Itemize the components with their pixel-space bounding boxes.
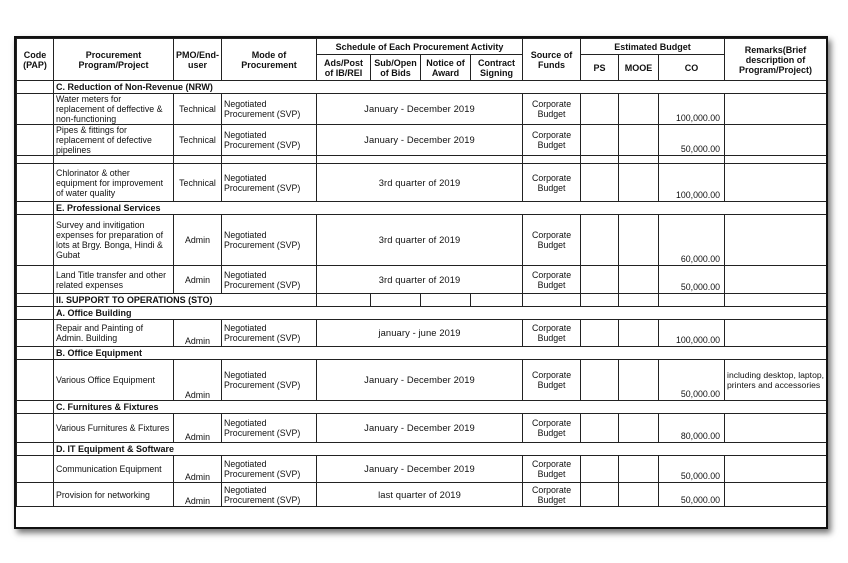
- remarks-cell: [725, 320, 827, 347]
- source-cell: Corporate Budget: [523, 483, 581, 507]
- remarks-cell: including desktop, laptop, printers and accessories: [725, 360, 827, 401]
- schedule-cell: January - December 2019: [317, 125, 523, 156]
- section-title: E. Professional Services: [54, 202, 827, 215]
- table-row: [17, 215, 827, 266]
- section-row: [17, 307, 827, 320]
- mode-cell: Negotiated Procurement (SVP): [222, 456, 317, 483]
- table-row: [17, 483, 827, 507]
- header-co: CO: [659, 55, 725, 81]
- header-budget: Estimated Budget: [581, 39, 725, 55]
- co-cell: 100,000.00: [659, 320, 725, 347]
- pmo-cell: Admin: [174, 414, 222, 443]
- pmo-cell: Technical: [174, 164, 222, 202]
- source-cell: Corporate Budget: [523, 360, 581, 401]
- remarks-cell: [725, 266, 827, 294]
- co-cell: 100,000.00: [659, 164, 725, 202]
- project-name: Chlorinator & other equipment for improvement of water quality: [54, 164, 174, 202]
- remarks-cell: [725, 414, 827, 443]
- co-cell: 50,000.00: [659, 125, 725, 156]
- section-row: [17, 294, 827, 307]
- section-title: C. Furnitures & Fixtures: [54, 401, 827, 414]
- project-name: Repair and Painting of Admin. Building: [54, 320, 174, 347]
- section-title: C. Reduction of Non-Revenue (NRW): [54, 81, 827, 94]
- project-name: Various Office Equipment: [54, 360, 174, 401]
- section-title: A. Office Building: [54, 307, 827, 320]
- mode-cell: Negotiated Procurement (SVP): [222, 266, 317, 294]
- schedule-cell: January - December 2019: [317, 360, 523, 401]
- table-row: [17, 414, 827, 443]
- header-pmo: PMO/End-user: [174, 39, 222, 81]
- co-cell: 50,000.00: [659, 483, 725, 507]
- mode-cell: Negotiated Procurement (SVP): [222, 414, 317, 443]
- project-name: Provision for networking: [54, 483, 174, 507]
- table-row: [17, 320, 827, 347]
- header-mode: Mode of Procurement: [222, 39, 317, 81]
- project-name: Communication Equipment: [54, 456, 174, 483]
- schedule-cell: 3rd quarter of 2019: [317, 215, 523, 266]
- remarks-cell: [725, 94, 827, 125]
- source-cell: Corporate Budget: [523, 94, 581, 125]
- schedule-cell: 3rd quarter of 2019: [317, 164, 523, 202]
- header-mooe: MOOE: [619, 55, 659, 81]
- co-cell: 50,000.00: [659, 266, 725, 294]
- co-cell: 80,000.00: [659, 414, 725, 443]
- section-row: [17, 81, 827, 94]
- section-row: [17, 347, 827, 360]
- co-cell: 50,000.00: [659, 456, 725, 483]
- pmo-cell: Admin: [174, 360, 222, 401]
- pmo-cell: Admin: [174, 320, 222, 347]
- section-title: D. IT Equipment & Software: [54, 443, 827, 456]
- schedule-cell: January - December 2019: [317, 456, 523, 483]
- schedule-cell: last quarter of 2019: [317, 483, 523, 507]
- mode-cell: Negotiated Procurement (SVP): [222, 125, 317, 156]
- source-cell: Corporate Budget: [523, 320, 581, 347]
- project-name: Land Title transfer and other related expenses: [54, 266, 174, 294]
- source-cell: Corporate Budget: [523, 215, 581, 266]
- remarks-cell: [725, 456, 827, 483]
- schedule-cell: January - December 2019: [317, 94, 523, 125]
- header-sub: Sub/Open of Bids: [371, 55, 421, 81]
- procurement-table: [16, 38, 827, 507]
- pmo-cell: Technical: [174, 94, 222, 125]
- table-row: [17, 125, 827, 156]
- spacer-row: [17, 156, 827, 164]
- schedule-cell: January - December 2019: [317, 414, 523, 443]
- co-cell: 60,000.00: [659, 215, 725, 266]
- section-row: [17, 401, 827, 414]
- project-name: Various Furnitures & Fixtures: [54, 414, 174, 443]
- project-name: Water meters for replacement of deffective & non-functioning: [54, 94, 174, 125]
- header-ps: PS: [581, 55, 619, 81]
- table-row: [17, 94, 827, 125]
- section-row: [17, 202, 827, 215]
- mode-cell: Negotiated Procurement (SVP): [222, 94, 317, 125]
- source-cell: Corporate Budget: [523, 125, 581, 156]
- remarks-cell: [725, 125, 827, 156]
- mode-cell: Negotiated Procurement (SVP): [222, 483, 317, 507]
- remarks-cell: [725, 164, 827, 202]
- pmo-cell: Admin: [174, 215, 222, 266]
- pmo-cell: Technical: [174, 125, 222, 156]
- header-ads: Ads/Post of IB/REI: [317, 55, 371, 81]
- schedule-cell: january - june 2019: [317, 320, 523, 347]
- table-row: [17, 164, 827, 202]
- table-row: [17, 456, 827, 483]
- header-contract: Contract Signing: [471, 55, 523, 81]
- source-cell: Corporate Budget: [523, 266, 581, 294]
- project-name: Pipes & fittings for replacement of defective pipelines: [54, 125, 174, 156]
- mode-cell: Negotiated Procurement (SVP): [222, 360, 317, 401]
- pmo-cell: Admin: [174, 456, 222, 483]
- section-title: II. SUPPORT TO OPERATIONS (STO): [54, 294, 317, 307]
- source-cell: Corporate Budget: [523, 456, 581, 483]
- section-row: [17, 443, 827, 456]
- schedule-cell: 3rd quarter of 2019: [317, 266, 523, 294]
- co-cell: 50,000.00: [659, 360, 725, 401]
- mode-cell: Negotiated Procurement (SVP): [222, 320, 317, 347]
- header-notice: Notice of Award: [421, 55, 471, 81]
- header-code: Code (PAP): [17, 39, 54, 81]
- remarks-cell: [725, 483, 827, 507]
- pmo-cell: Admin: [174, 266, 222, 294]
- procurement-plan-document: [14, 36, 828, 529]
- remarks-cell: [725, 215, 827, 266]
- co-cell: 100,000.00: [659, 94, 725, 125]
- source-cell: Corporate Budget: [523, 164, 581, 202]
- header-schedule: Schedule of Each Procurement Activity: [317, 39, 523, 55]
- table-row: [17, 360, 827, 401]
- source-cell: Corporate Budget: [523, 414, 581, 443]
- header-source: Source of Funds: [523, 39, 581, 81]
- table-row: [17, 266, 827, 294]
- header-program: Procurement Program/Project: [54, 39, 174, 81]
- mode-cell: Negotiated Procurement (SVP): [222, 215, 317, 266]
- mode-cell: Negotiated Procurement (SVP): [222, 164, 317, 202]
- pmo-cell: Admin: [174, 483, 222, 507]
- header-remarks: Remarks(Brief description of Program/Project): [725, 39, 827, 81]
- section-title: B. Office Equipment: [54, 347, 827, 360]
- project-name: Survey and invitigation expenses for preparation of lots at Brgy. Bonga, Hindi & Gubat: [54, 215, 174, 266]
